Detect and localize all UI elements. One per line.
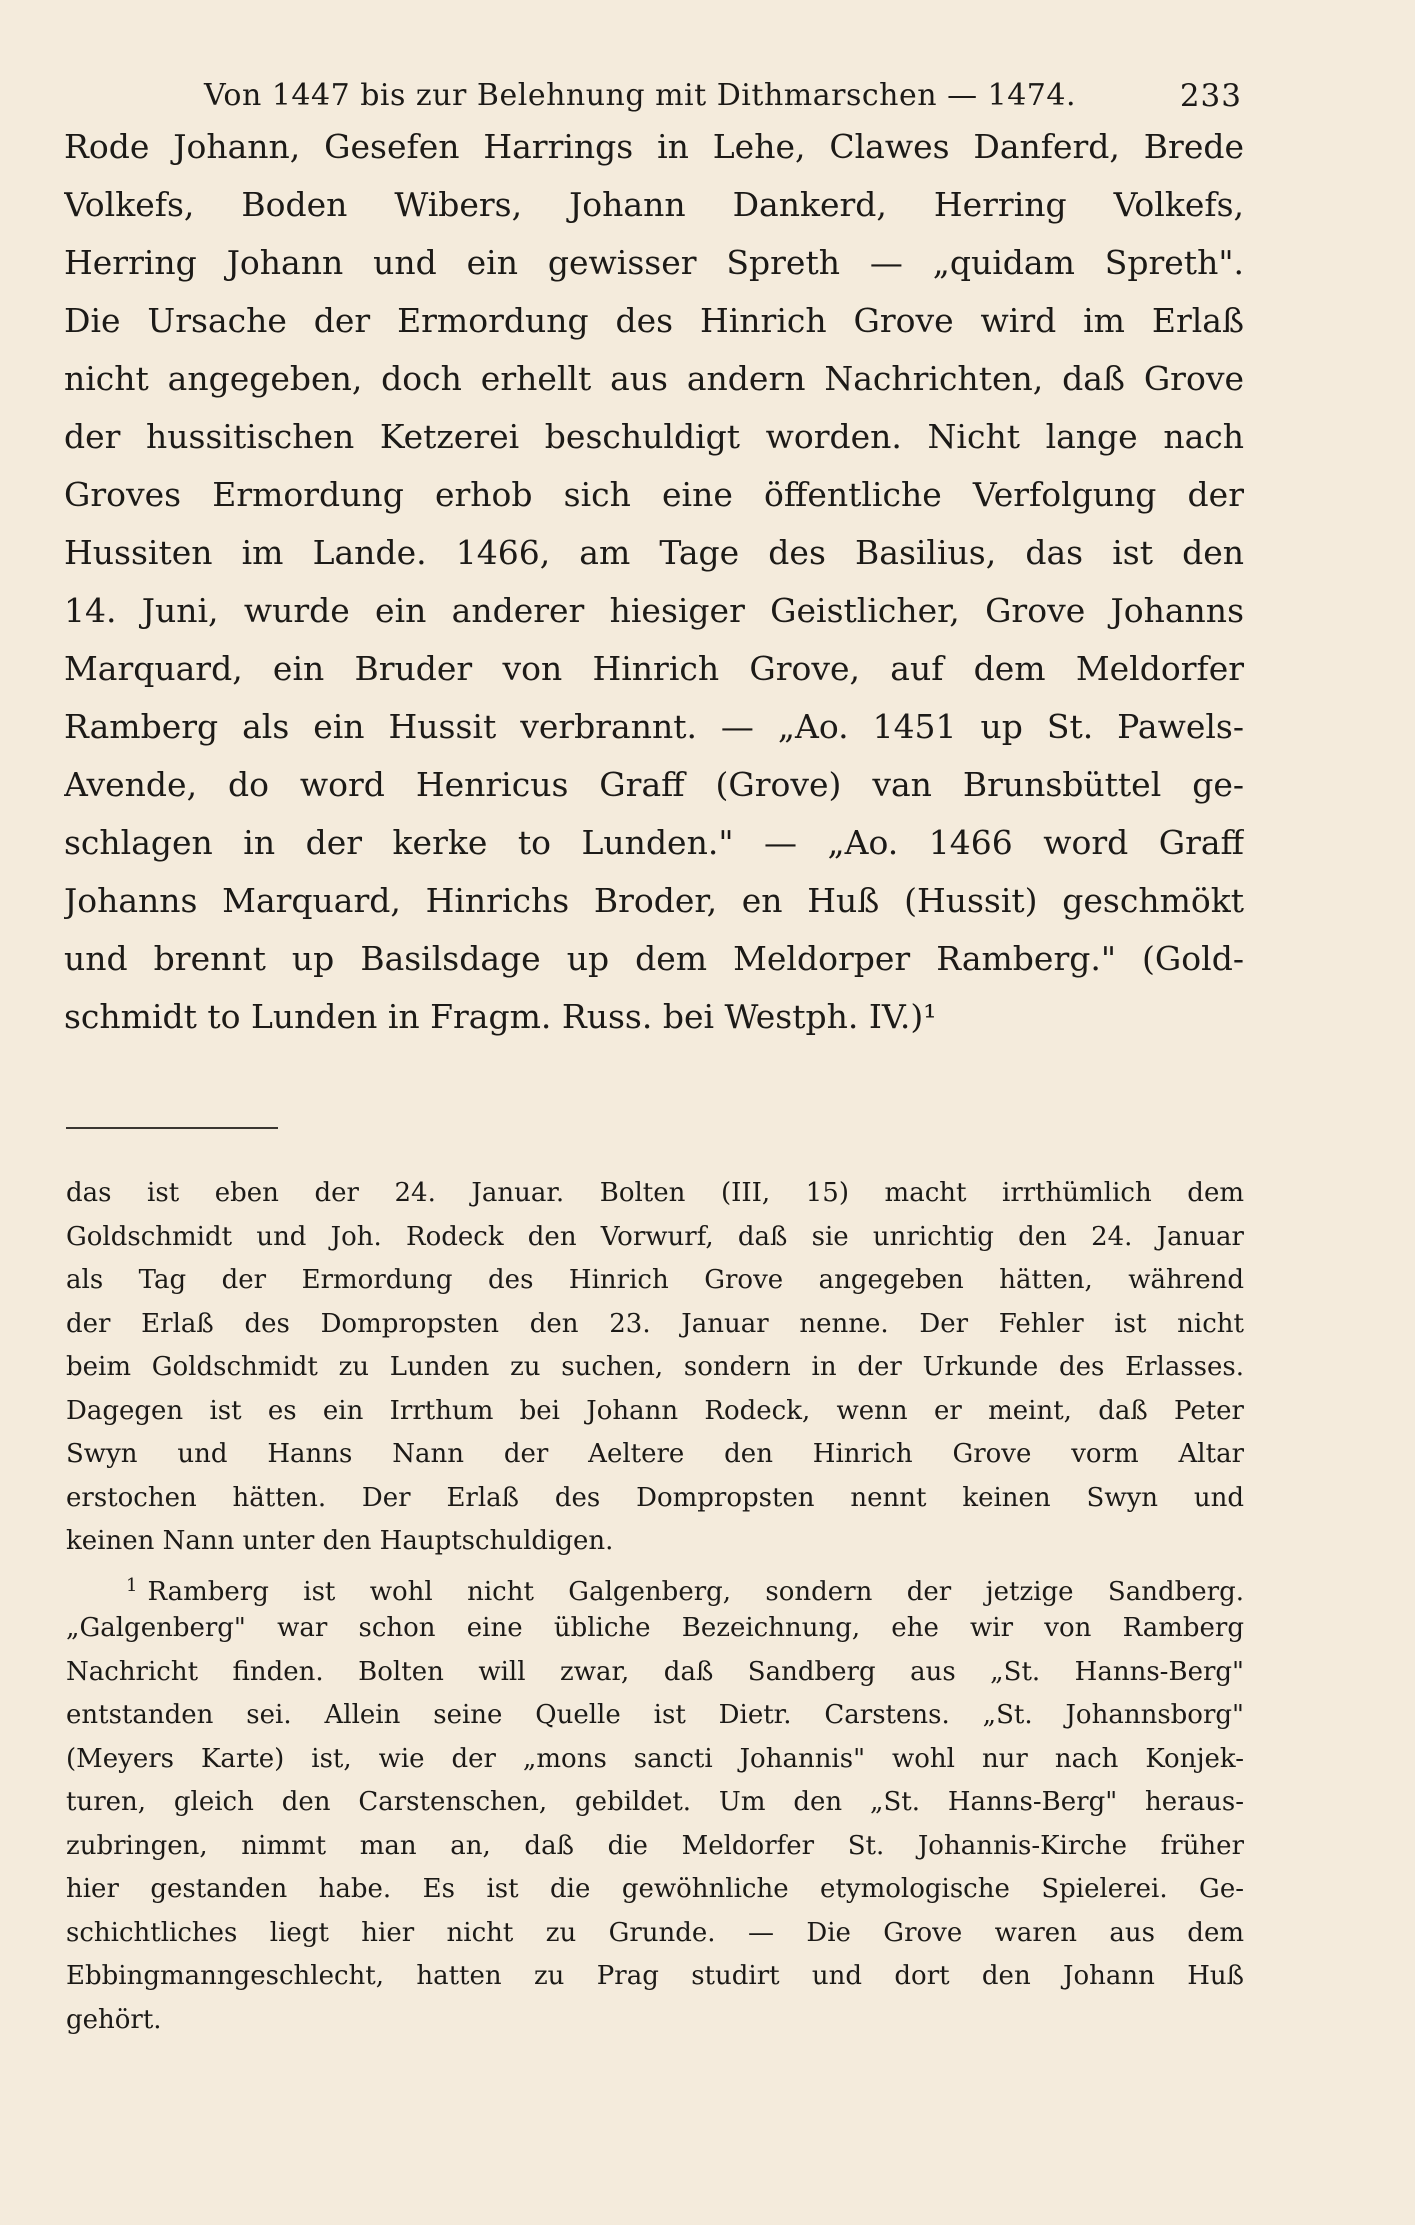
main-text-line: 14. Juni, wurde ein anderer hiesiger Geistlicher, Grove Johanns [64,591,1244,630]
running-header-title: Von 1447 bis zur Belehnung mit Dithmarschen — 1474. [203,78,1076,113]
main-text-line: Groves Ermordung erhob sich eine öffentliche Verfolgung der [64,475,1244,514]
main-text-line: Rode Johann, Gesefen Harrings in Lehe, Clawes Danferd, Brede [64,127,1244,166]
main-text-line: Avende, do word Henricus Graff (Grove) van Brunsbüttel ge- [64,765,1244,804]
footnote-line: schichtliches liegt hier nicht zu Grunde. — Die Grove waren aus dem [66,1917,1244,1948]
main-text-line: Johanns Marquard, Hinrichs Broder, en Huß (Hussit) geschmökt [64,881,1244,920]
footnote-line: der Erlaß des Dompropsten den 23. Januar nenne. Der Fehler ist nicht [66,1308,1244,1339]
footnote-line: hier gestanden habe. Es ist die gewöhnliche etymologische Spielerei. Ge- [66,1874,1244,1904]
footnote-line: zubringen, nimmt man an, daß die Meldorfer St. Johannis-Kirche früher [66,1830,1244,1861]
footnotes-block [66,1172,1244,2042]
footnote-line: das ist eben der 24. Januar. Bolten (III, 15) macht irrthümlich dem [66,1178,1244,1208]
footnote-line: als Tag der Ermordung des Hinrich Grove angegeben hätten, während [66,1265,1244,1295]
main-text-line: Ramberg als ein Hussit verbrannt. — „Ao. 1451 up St. Pawels- [64,707,1244,746]
footnote-line: entstanden sei. Allein seine Quelle ist Dietr. Carstens. „St. Johannsborg" [66,1700,1244,1730]
footnote-line: Nachricht finden. Bolten will zwar, daß Sandberg aus „St. Hanns-Berg" [66,1656,1244,1687]
footnote-line: gehört. [66,2004,162,2035]
footnote-line: (Meyers Karte) ist, wie der „mons sancti Johannis" wohl nur nach Konjek- [66,1743,1244,1774]
footnote-line: Swyn und Hanns Nann der Aeltere den Hinrich Grove vorm Altar [66,1439,1244,1469]
footnote-marker: 1 [126,1574,138,1596]
footnote-1-text: Ramberg ist wohl nicht Galgenberg, sondern der jetzige Sandberg. [147,1576,1244,1607]
main-text-line: Die Ursache der Ermordung des Hinrich Grove wird im Erlaß [64,301,1244,340]
footnote-line: Goldschmidt und Joh. Rodeck den Vorwurf, daß sie unrichtig den 24. Januar [66,1221,1244,1252]
footnote-separator-rule [66,1127,278,1129]
main-text-line: Volkefs, Boden Wibers, Johann Dankerd, Herring Volkefs, [64,185,1244,224]
main-text-line: Herring Johann und ein gewisser Spreth — „quidam Spreth". [64,243,1244,282]
page-number: 233 [1179,78,1242,114]
main-text-block [64,118,1244,1046]
main-text-line: schmidt to Lunden in Fragm. Russ. bei Westph. IV.)¹ [64,997,937,1036]
footnote-1-first-line [66,1564,1244,1608]
footnote-line: keinen Nann unter den Hauptschuldigen. [66,1526,614,1556]
footnote-line: beim Goldschmidt zu Lunden zu suchen, sondern in der Urkunde des Erlasses. [66,1352,1244,1382]
main-text-line: nicht angegeben, doch erhellt aus andern Nachrichten, daß Grove [64,359,1244,398]
main-text-line: schlagen in der kerke to Lunden." — „Ao. 1466 word Graff [64,823,1244,862]
footnote-line: turen, gleich den Carstenschen, gebildet. Um den „St. Hanns-Berg" heraus- [66,1787,1244,1817]
footnote-line: „Galgenberg" war schon eine übliche Bezeichnung, ehe wir von Ramberg [66,1613,1244,1643]
main-text-line: der hussitischen Ketzerei beschuldigt worden. Nicht lange nach [64,417,1244,456]
main-text-line: Hussiten im Lande. 1466, am Tage des Basilius, das ist den [64,533,1244,572]
footnote-line: erstochen hätten. Der Erlaß des Dompropsten nennt keinen Swyn und [66,1482,1244,1513]
footnote-line: Dagegen ist es ein Irrthum bei Johann Rodeck, wenn er meint, daß Peter [66,1395,1244,1426]
main-text-line: und brennt up Basilsdage up dem Meldorper Ramberg." (Gold- [64,939,1244,978]
main-text-line: Marquard, ein Bruder von Hinrich Grove, auf dem Meldorfer [64,649,1244,688]
footnote-line: Ebbingmanngeschlecht, hatten zu Prag studirt und dort den Johann Huß [66,1961,1244,1991]
